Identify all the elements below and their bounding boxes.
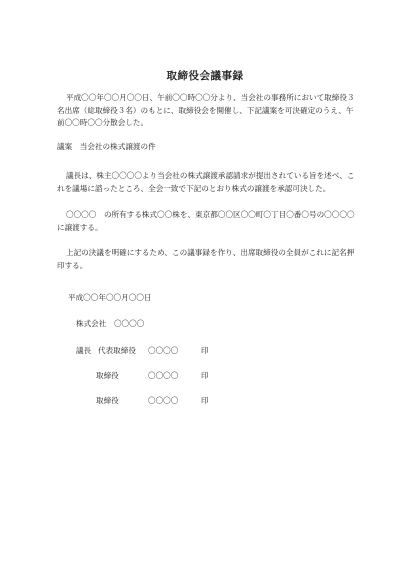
closing-paragraph: 上記の決議を明確にするため、この議事録を作り、出席取締役の全員がこれに記名押印する。 (57, 248, 355, 270)
document-title: 取締役会議事録 (166, 70, 244, 82)
signer-role: 取締役 (96, 396, 119, 405)
intro-paragraph: 平成〇〇年〇〇月〇〇日、午前〇〇時〇〇分より、当会社の事務所において取締役３名出席（総取締役３名）のもとに、取締役会を開催し、下記議案を可決確定のうえ、午前〇〇時〇〇分散会した。 (57, 93, 355, 127)
seal-mark: 印 (201, 371, 209, 380)
signer-name: 〇〇〇〇 (148, 371, 179, 380)
signature-row-director-2 (0, 395, 410, 407)
company-name: 株式会社 〇〇〇〇 (76, 319, 145, 328)
resolution-paragraph: 議長は、株主〇〇〇〇より当会社の株式譲渡承認請求が提出されている旨を述べ、これを議場に諮ったところ、全会一致で下記のとおり株式の譲渡を承認可決した。 (57, 171, 355, 193)
signer-name: 〇〇〇〇 (148, 346, 179, 355)
signature-row-chair (0, 345, 410, 357)
signer-name: 〇〇〇〇 (148, 396, 179, 405)
agenda-heading: 議案 当会社の株式譲渡の件 (57, 142, 156, 151)
seal-mark: 印 (201, 396, 209, 405)
signer-role: 代表取締役 (98, 346, 136, 355)
signer-role: 取締役 (96, 371, 119, 380)
signature-row-director-1 (0, 370, 410, 382)
seal-mark: 印 (201, 346, 209, 355)
document-date: 平成〇〇年〇〇月〇〇日 (68, 293, 152, 302)
chair-label: 議長 (76, 346, 92, 355)
transfer-detail-paragraph: 〇〇〇〇 の所有する株式〇〇株を、東京都〇〇区〇〇町〇丁目〇番〇号の〇〇〇〇に譲渡する。 (57, 210, 355, 232)
